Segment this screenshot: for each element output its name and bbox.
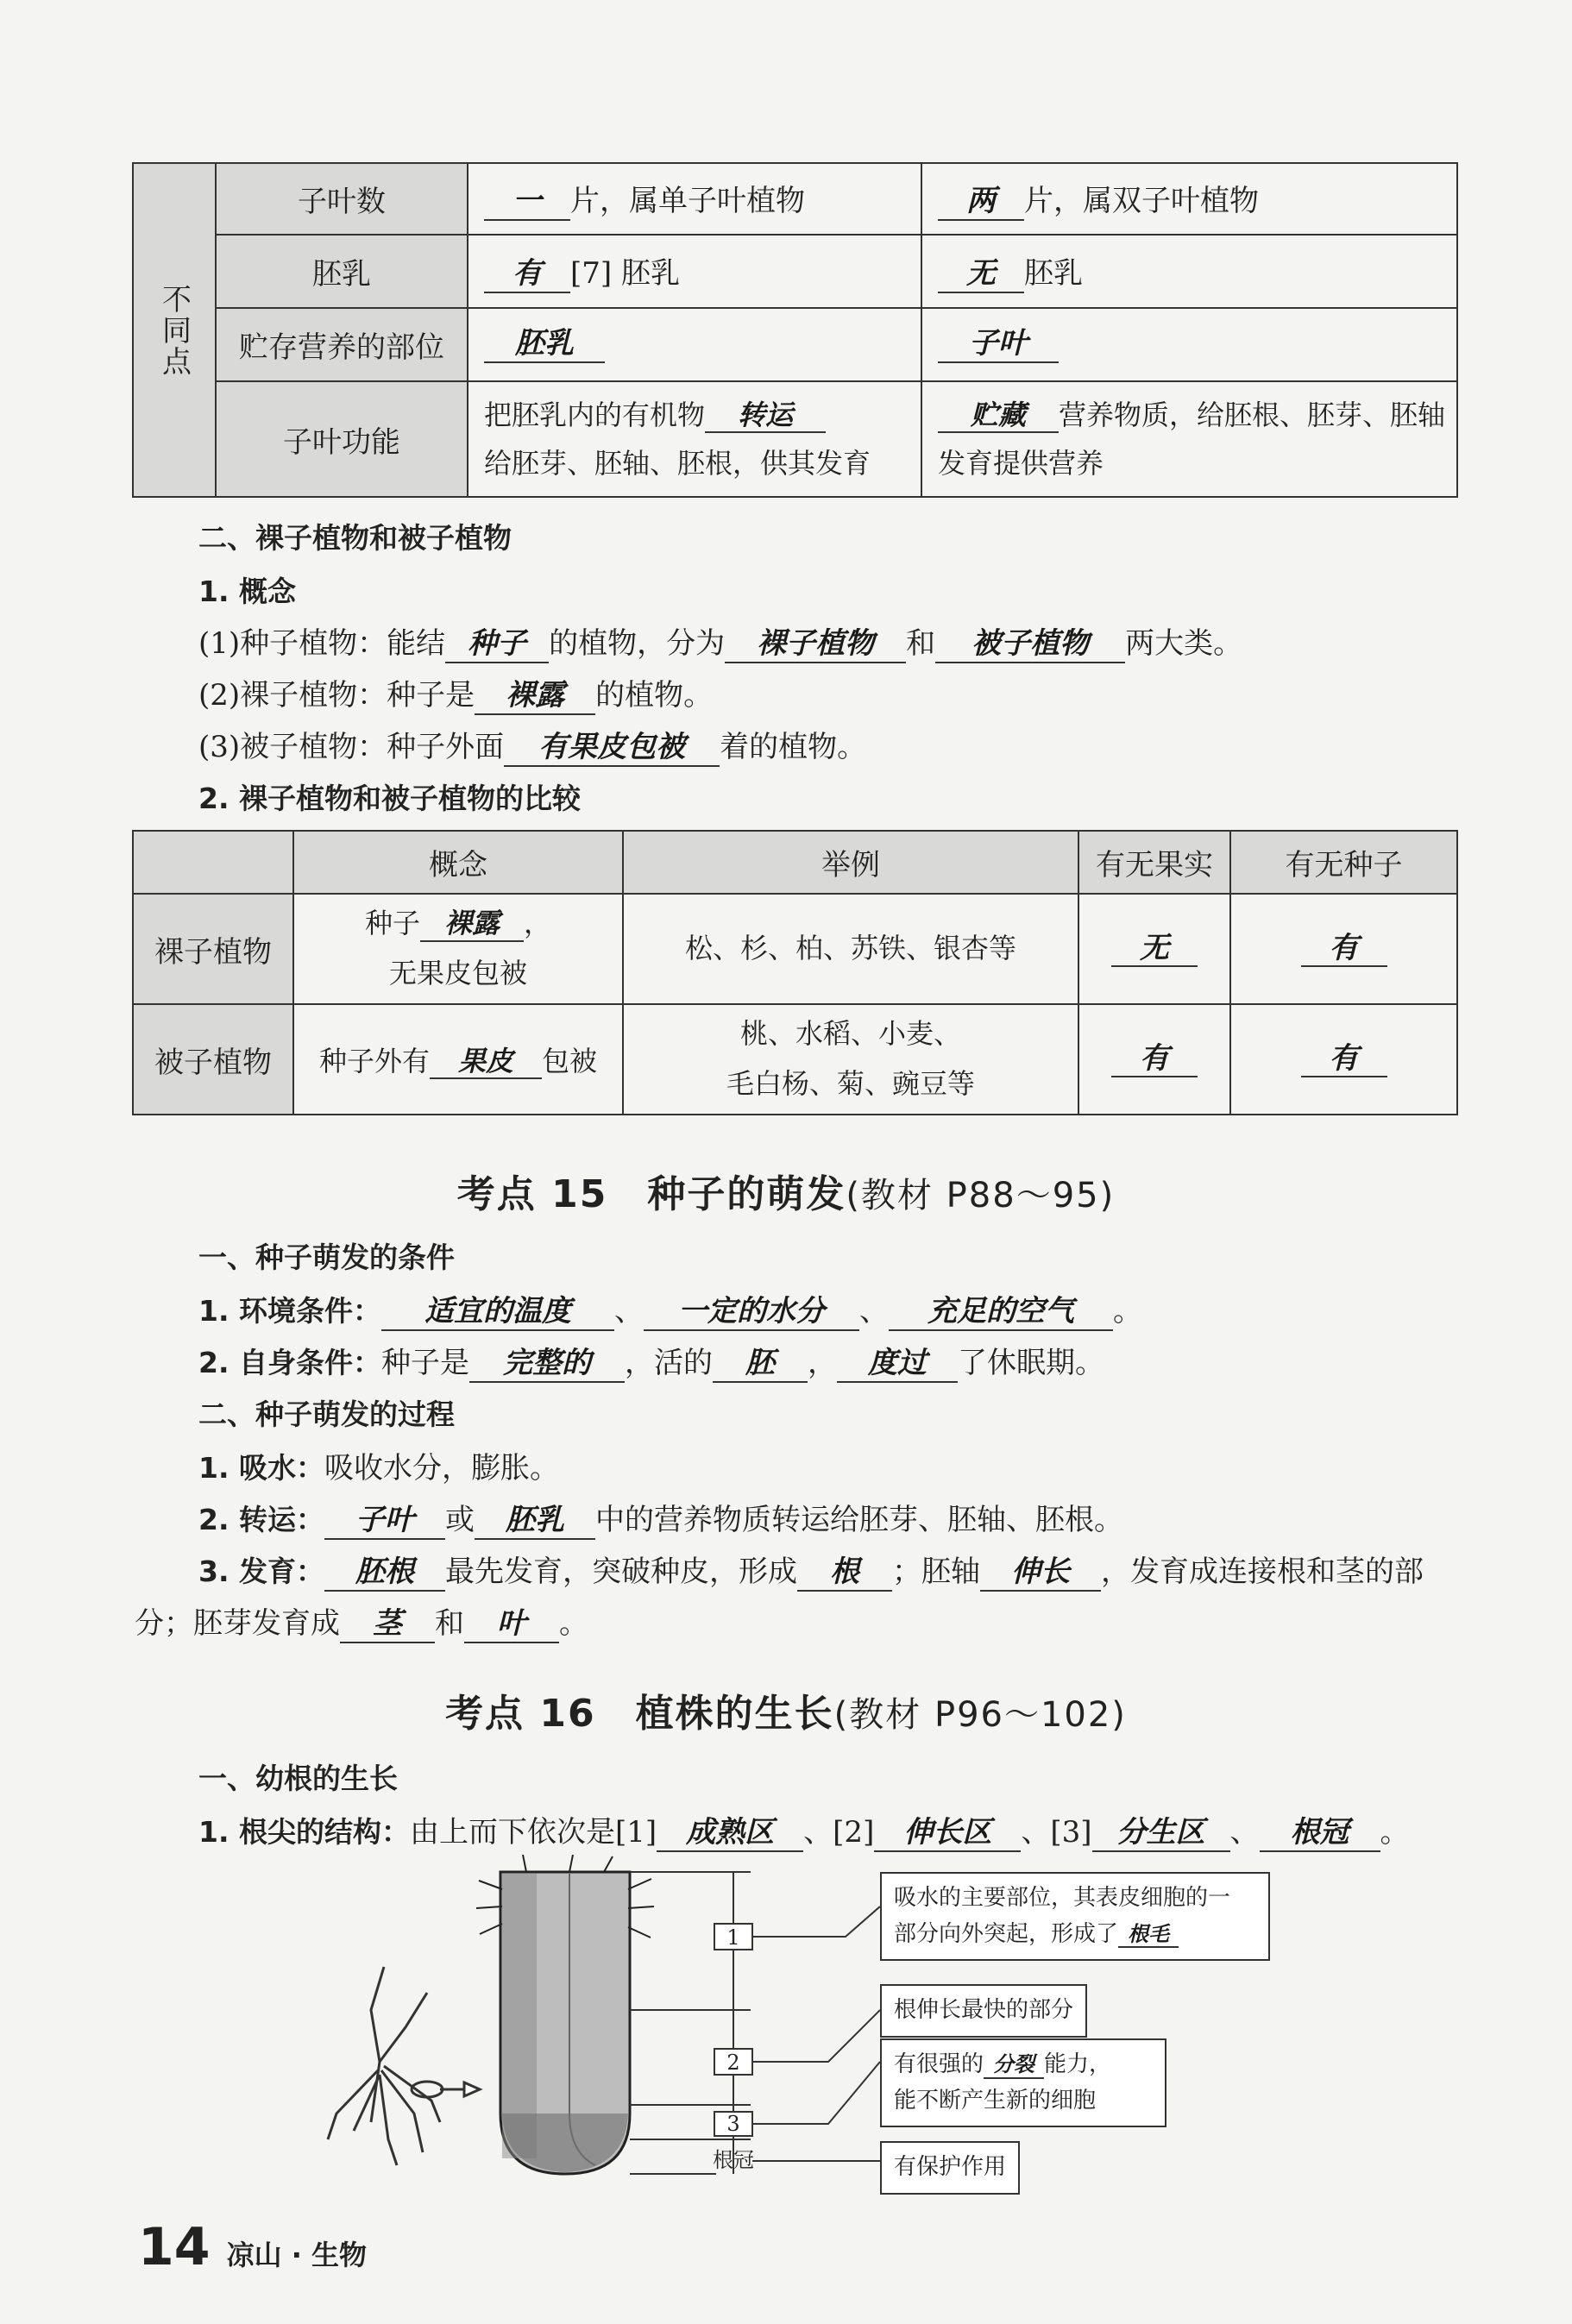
section-title: 考点 16 植株的生长(教材 P96～102) xyxy=(445,1692,1127,1736)
answer-blank: 裸露 xyxy=(475,678,595,715)
answer-blank: 转运 xyxy=(705,399,826,433)
seedling-illustration xyxy=(328,1967,480,2165)
elongation-zone-box: 根伸长最快的部分 xyxy=(880,1984,1087,2038)
answer-blank: 果皮 xyxy=(430,1045,542,1079)
group-label: 不同点 xyxy=(156,283,192,377)
page-number: 14 xyxy=(138,2217,211,2277)
differences-table xyxy=(132,162,1458,498)
answer-blank: 分生区 xyxy=(1092,1815,1230,1852)
root-structure-line: 1. 根尖的结构：由上而下依次是[1] 成熟区 、[2] 伸长区 、[3] 分生区 、 根冠 。 xyxy=(198,1808,1410,1852)
root-tip-diagram xyxy=(311,1855,915,2183)
absorb-line: 1. 吸水：吸收水分，膨胀。 xyxy=(198,1451,559,1485)
group-label-cell xyxy=(133,163,216,497)
answer-blank: 伸长区 xyxy=(874,1815,1021,1852)
answer-blank: 适宜的温度 xyxy=(381,1294,614,1331)
section-title: 考点 15 种子的萌发(教材 P88～95) xyxy=(456,1172,1116,1216)
root-cap-box: 有保护作用 xyxy=(880,2141,1020,2195)
develop-line-2: 分；胚芽发育成 茎 和 叶 。 xyxy=(135,1599,588,1643)
answer-blank: 根毛 xyxy=(1118,1922,1179,1949)
column-header: 有无种子 xyxy=(1230,831,1457,894)
zone-3-label: 3 xyxy=(726,2112,740,2136)
page-footer xyxy=(138,2217,367,2277)
answer-blank: 子叶 xyxy=(324,1503,445,1540)
answer-blank: 成熟区 xyxy=(657,1815,803,1852)
answer-blank: 胚乳 xyxy=(475,1503,595,1540)
section-heading: 二、种子萌发的过程 xyxy=(198,1398,455,1431)
answer-blank: 茎 xyxy=(340,1606,435,1643)
answer-blank: 一定的水分 xyxy=(644,1294,859,1331)
root-cap-label: 根冠 xyxy=(713,2148,754,2172)
table-row: 裸子植物 种子 裸露 ， 无果皮包被 松、杉、柏、苏铁、银杏等 无 有 xyxy=(133,894,1457,1004)
concept-line-2: (2)裸子植物：种子是 裸露 的植物。 xyxy=(198,671,713,715)
row-label: 贮存营养的部位 xyxy=(216,308,468,381)
cell-text: 片，属单子叶植物 xyxy=(570,184,805,219)
answer-blank: 无 xyxy=(938,256,1024,293)
zone-2-label: 2 xyxy=(726,2051,740,2075)
cell-text: 片，属双子叶植物 xyxy=(1024,184,1259,219)
answer-blank: 胚根 xyxy=(324,1555,445,1592)
concept-line-3: (3)被子植物：种子外面 有果皮包被 着的植物。 xyxy=(198,723,866,767)
transfer-line: 2. 转运： 子叶 或 胚乳 中的营养物质转运给胚芽、胚轴、胚根。 xyxy=(198,1496,1123,1540)
answer-blank: 子叶 xyxy=(938,326,1059,363)
cell-text: [7] 胚乳 xyxy=(570,256,680,292)
develop-line-1: 3. 发育： 胚根 最先发育，突破种皮，形成 根 ；胚轴 伸长 ，发育成连接根和茎的部 xyxy=(198,1548,1424,1592)
sub-heading: 2. 裸子植物和被子植物的比较 xyxy=(198,782,581,815)
answer-blank: 裸子植物 xyxy=(725,626,906,663)
answer-blank: 胚 xyxy=(713,1346,808,1383)
answer-blank: 分裂 xyxy=(984,2052,1044,2079)
column-header: 有无果实 xyxy=(1078,831,1230,894)
column-header: 概念 xyxy=(293,831,623,894)
row-label: 裸子植物 xyxy=(133,894,293,1004)
answer-blank: 种子 xyxy=(445,626,549,663)
concept-line-1: (1)种子植物：能结 种子 的植物，分为 裸子植物 和 被子植物 两大类。 xyxy=(198,619,1242,663)
table-row: 被子植物 种子外有 果皮 包被 桃、水稻、小麦、 毛白杨、菊、豌豆等 有 有 xyxy=(133,1004,1457,1115)
row-label: 子叶功能 xyxy=(216,381,468,497)
mature-zone-box: 吸水的主要部位，其表皮细胞的一 部分向外突起，形成了 根毛 xyxy=(880,1872,1270,1961)
answer-blank: 伸长 xyxy=(980,1555,1101,1592)
row-label: 胚乳 xyxy=(216,235,468,308)
comparison-table xyxy=(132,830,1458,1115)
answer-blank: 裸露 xyxy=(420,907,524,941)
self-condition-line: 2. 自身条件：种子是 完整的 ，活的 胚 ， 度过 了休眠期。 xyxy=(198,1339,1104,1383)
column-header: 举例 xyxy=(623,831,1078,894)
answer-blank: 根冠 xyxy=(1260,1815,1380,1852)
cell-text: 胚乳 xyxy=(1024,256,1083,292)
book-title: 凉山 · 生物 xyxy=(226,2239,368,2271)
row-label: 子叶数 xyxy=(216,163,468,235)
answer-blank: 充足的空气 xyxy=(889,1294,1113,1331)
cell-text: 给胚芽、胚轴、胚根，供其发育 xyxy=(484,447,871,480)
answer-blank: 有 xyxy=(1301,1041,1387,1078)
answer-blank: 无 xyxy=(1111,931,1198,968)
meristem-zone-box: 有很强的 分裂 能力， 能不断产生新的细胞 xyxy=(880,2038,1166,2127)
cell-text: 发育提供营养 xyxy=(938,447,1104,480)
answer-blank: 胚乳 xyxy=(484,326,605,363)
section-heading: 一、种子萌发的条件 xyxy=(198,1241,455,1274)
answer-blank: 贮藏 xyxy=(938,399,1059,433)
zone-1-label: 1 xyxy=(726,1925,740,1950)
section-heading: 二、裸子植物和被子植物 xyxy=(198,521,512,555)
answer-blank: 两 xyxy=(938,184,1024,221)
answer-blank: 被子植物 xyxy=(935,626,1125,663)
cell-text: 营养物质，给胚根、胚芽、胚轴 xyxy=(1059,399,1446,431)
answer-blank: 叶 xyxy=(464,1606,559,1643)
cell-text: 把胚乳内的有机物 xyxy=(484,399,706,431)
answer-blank: 根 xyxy=(797,1555,892,1592)
section-heading: 一、幼根的生长 xyxy=(198,1762,398,1795)
sub-heading: 1. 概念 xyxy=(198,575,296,608)
answer-blank: 有 xyxy=(484,256,570,293)
answer-blank: 有 xyxy=(1301,931,1387,968)
root-tip-illustration xyxy=(476,1855,654,2174)
answer-blank: 度过 xyxy=(837,1346,958,1383)
answer-blank: 完整的 xyxy=(469,1346,625,1383)
answer-blank: 有 xyxy=(1111,1041,1198,1078)
env-condition-line: 1. 环境条件： 适宜的温度 、 一定的水分 、 充足的空气 。 xyxy=(198,1287,1142,1331)
answer-blank: 一 xyxy=(484,184,570,221)
answer-blank: 有果皮包被 xyxy=(504,730,720,767)
row-label: 被子植物 xyxy=(133,1004,293,1115)
